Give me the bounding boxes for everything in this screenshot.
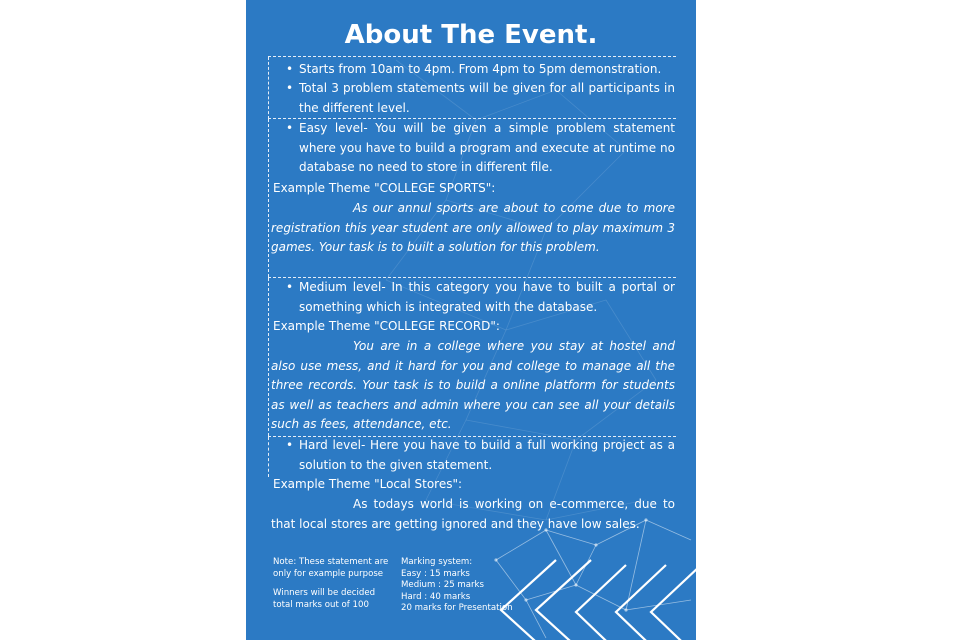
medium-example-body: You are in a college where you stay at hostel and also use mess, and it hard for you and college to manage all the three records. Your task is to build a online platform for students as well as teachers and admin where you can see all your details such as fees, attendance, etc. <box>271 339 675 432</box>
hard-example-body: As todays world is working on e-commerce, due to that local stores are getting ignored and they have low sales. <box>271 497 675 531</box>
marking-system <box>401 557 513 615</box>
marking-line: 20 marks for Presentation <box>401 603 513 613</box>
hard-example-theme: Example Theme "Local Stores": <box>273 477 463 491</box>
easy-example-theme: Example Theme "COLLEGE SPORTS": <box>273 181 496 195</box>
hard-level-bullet: • Hard level- Here you have to build a full working project as a solution to the given statement. <box>299 436 675 475</box>
easy-example-body: As our annul sports are about to come due to more registration this year student are only allowed to play maximum 3 games. Your task is to built a solution for this problem. <box>271 201 675 255</box>
easy-level-bullet: • Easy level- You will be given a simple problem statement where you have to build a program and execute at runtime no database no need to store in different file. <box>299 119 675 178</box>
medium-example-theme: Example Theme "COLLEGE RECORD": <box>273 319 500 333</box>
note-line: Note: These statement are <box>273 557 389 567</box>
medium-example-text <box>271 337 675 435</box>
marking-line: Hard : 40 marks <box>401 591 471 602</box>
medium-level-bullet: • Medium level- In this category you have to built a portal or something which is integrated with the database. <box>299 278 675 317</box>
intro-bullet-statements: • Total 3 problem statements will be given for all participants in the different level. <box>299 79 675 118</box>
page-title: About The Event. <box>344 20 598 50</box>
note-text <box>273 557 388 580</box>
marking-line: Medium : 25 marks <box>401 580 485 590</box>
winners-text <box>273 588 375 611</box>
winners-line: total marks out of 100 <box>273 599 369 610</box>
marking-line: Easy : 15 marks <box>401 568 470 579</box>
easy-example-text <box>271 199 675 258</box>
intro-bullet-time: • Starts from 10am to 4pm. From 4pm to 5pm demonstration. <box>299 60 675 80</box>
note-line: only for example purpose <box>273 568 384 579</box>
winners-line: Winners will be decided <box>273 588 376 598</box>
event-poster <box>246 0 696 640</box>
hard-example-text <box>271 495 675 534</box>
marking-line: Marking system: <box>401 557 473 567</box>
